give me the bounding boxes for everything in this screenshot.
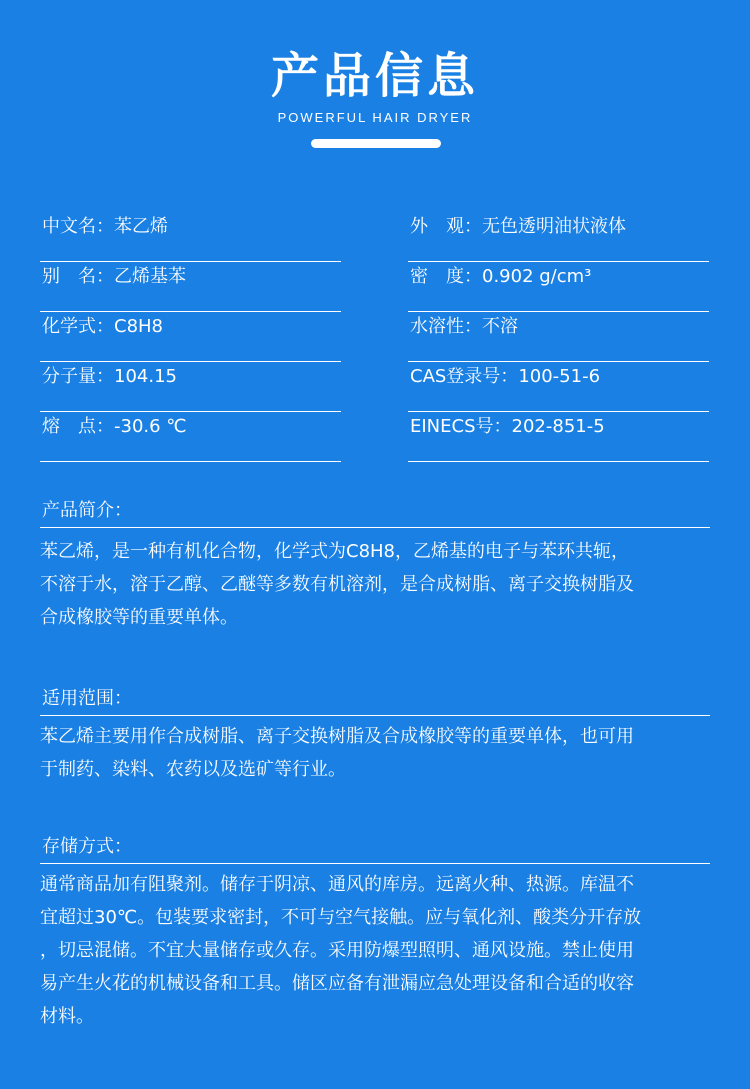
spec-label: 外 观： (410, 216, 482, 237)
spec-density (408, 262, 709, 312)
spec-alias (40, 262, 341, 312)
spec-label: EINECS号： (410, 416, 512, 437)
text-line: 材料。 (40, 1006, 94, 1027)
spec-value: 202-851-5 (511, 416, 605, 437)
spec-label: 密 度： (410, 266, 482, 287)
spec-molecular-weight (40, 362, 341, 412)
spec-value: 0.902 g/cm³ (482, 266, 592, 287)
spec-value: 苯乙烯 (114, 216, 168, 237)
section-body-introduction (40, 535, 712, 634)
spec-chinese-name (40, 212, 341, 262)
text-line: 苯乙烯，是一种有机化合物，化学式为C8H8，乙烯基的电子与苯环共轭， (40, 541, 630, 562)
section-title-introduction: 产品简介： (40, 502, 710, 528)
spec-einecs-number (408, 412, 709, 462)
section-title-applications: 适用范围： (40, 690, 710, 716)
spec-label: 分子量： (42, 366, 114, 387)
text-line: 于制药、染料、农药以及选矿等行业。 (40, 759, 346, 780)
spec-label: 化学式： (42, 316, 114, 337)
spec-value: C8H8 (114, 316, 164, 337)
section-body-storage (40, 868, 712, 1033)
section-title-storage: 存储方式： (40, 838, 710, 864)
text-line: 宜超过30℃。包装要求密封，不可与空气接触。应与氧化剂、酸类分开存放 (40, 907, 642, 928)
spec-melting-point (40, 412, 341, 462)
spec-label: 水溶性： (410, 316, 482, 337)
text-line: 易产生火花的机械设备和工具。储区应备有泄漏应急处理设备和合适的收容 (40, 973, 634, 994)
spec-label: 熔 点： (42, 416, 114, 437)
text-line: 不溶于水，溶于乙醇、乙醚等多数有机溶剂，是合成树脂、离子交换树脂及 (40, 574, 634, 595)
spec-value: 无色透明油状液体 (482, 216, 626, 237)
spec-appearance (408, 212, 709, 262)
spec-value: 乙烯基苯 (114, 266, 186, 287)
text-line: ，切忌混储。不宜大量储存或久存。采用防爆型照明、通风设施。禁止使用 (40, 940, 634, 961)
spec-value: 不溶 (482, 316, 518, 337)
spec-cas-number (408, 362, 709, 412)
text-line: 通常商品加有阻聚剂。储存于阴凉、通风的库房。远离火种、热源。库温不 (40, 874, 634, 895)
spec-value: 100-51-6 (518, 366, 601, 387)
spec-formula (40, 312, 341, 362)
page-subtitle: POWERFUL HAIR DRYER (277, 110, 473, 125)
spec-value: -30.6 ℃ (114, 416, 187, 437)
section-body-applications (40, 720, 712, 786)
spec-water-solubility (408, 312, 709, 362)
spec-label: 中文名： (42, 216, 114, 237)
page-title: 产品信息 (270, 48, 479, 104)
text-line: 苯乙烯主要用作合成树脂、离子交换树脂及合成橡胶等的重要单体，也可用 (40, 726, 634, 747)
spec-label: 别 名： (42, 266, 114, 287)
title-underline-bar (311, 139, 441, 148)
text-line: 合成橡胶等的重要单体。 (40, 607, 238, 628)
spec-value: 104.15 (114, 366, 177, 387)
spec-label: CAS登录号： (410, 366, 519, 387)
